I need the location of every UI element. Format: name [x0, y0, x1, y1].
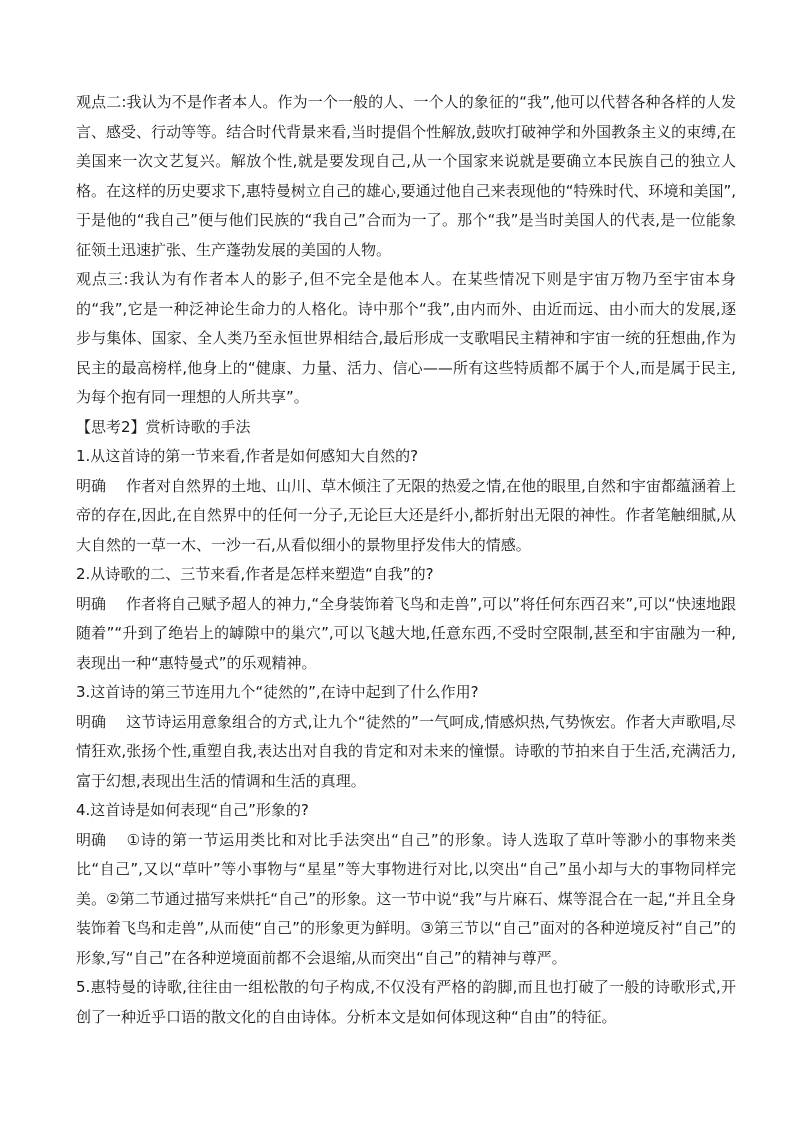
think-2-heading: 【思考2】赏析诗歌的手法 [76, 417, 251, 436]
answer-label: 明确 [76, 476, 107, 495]
viewpoint-two-paragraph: 观点二:我认为不是作者本人。作为一个一般的人、一个人的象征的“我”,他可以代替各种各样的人发言、感受、行动等等。结合时代背景来看,当时提倡个性解放,鼓吹打破神学和外国教条主义的束缚,在美国来一次文艺复兴。解放个性,就是要发现自己,从一个国家来说就是要确立本民族自己的独立人格。在这样的历史要求下,惠特曼树立自己的雄心,要通过他自己来表现他的“特殊时代、环境和美国”,于是他的“我自己”便与他们民族的“我自己”合而为一了。那个“我”是当时美国人的代表,是一位能象征领土迅速扩张、生产蓬勃发展的美国的人物。 [76, 93, 736, 259]
answer-4-text: ①诗的第一节运用类比和对比手法突出“自己”的形象。诗人选取了草叶等渺小的事物来类比“自己”,又以“草叶”等小事物与“星星”等大事物进行对比,以突出“自己”虽小却与大的事物同样完美。②第二节通过描写来烘托“自己”的形象。这一节中说“我”与片麻石、煤等混合在一起,“并且全身装饰着飞鸟和走兽”,从而使“自己”的形象更为鲜明。③第三节以“自己”面对的各种逆境反衬“自己”的形象,写“自己”在各种逆境面前都不会退缩,从而突出“自己”的精神与尊严。 [76, 830, 736, 967]
question-1: 1.从这首诗的第一节来看,作者是如何感知大自然的? [76, 447, 419, 465]
answer-4 [76, 826, 736, 974]
document-page [76, 88, 736, 1032]
answer-label: 明确 [76, 830, 107, 849]
answer-2 [76, 590, 736, 679]
question-3: 3.这首诗的第三节连用九个“徒然的”,在诗中起到了什么作用? [76, 683, 479, 701]
answer-1 [76, 472, 736, 561]
question-5: 5.惠特曼的诗歌,往往由一组松散的句子构成,不仅没有严格的韵脚,而且也打破了一般的诗歌形式,开创了一种近乎口语的散文化的自由诗体。分析本文是如何体现这种“自由”的特征。 [76, 978, 736, 1026]
question-2: 2.从诗歌的二、三节来看,作者是怎样来塑造“自我”的? [76, 565, 434, 583]
answer-1-text: 作者对自然界的土地、山川、草木倾注了无限的热爱之情,在他的眼里,自然和宇宙都蕴涵着上帝的存在,因此,在自然界中的任何一分子,无论巨大还是纤小,都折射出无限的神性。作者笔触细腻,从大自然的一草一木、一沙一石,从看似细小的景物里抒发伟大的情感。 [76, 476, 736, 554]
viewpoint-three-paragraph: 观点三:我认为有作者本人的影子,但不完全是他本人。在某些情况下则是宇宙万物乃至宇宙本身的“我”,它是一种泛神论生命力的人格化。诗中那个“我”,由内而外、由近而远、由小而大的发展,逐步与集体、国家、全人类乃至永恒世界相结合,最后形成一支歌唱民主精神和宇宙一统的狂想曲,作为民主的最高榜样,他身上的“健康、力量、活力、信心——所有这些特质都不属于个人,而是属于民主,为每个抱有同一理想的人所共享”。 [76, 270, 736, 406]
answer-3-text: 这节诗运用意象组合的方式,让九个“徒然的”一气呵成,情感炽热,气势恢宏。作者大声歌唱,尽情狂欢,张扬个性,重塑自我,表达出对自我的肯定和对未来的憧憬。诗歌的节拍来自于生活,充满活力,富于幻想,表现出生活的情调和生活的真理。 [76, 712, 736, 790]
question-4: 4.这首诗是如何表现“自己”形象的? [76, 801, 309, 819]
answer-3 [76, 708, 736, 797]
answer-label: 明确 [76, 594, 107, 613]
answer-2-text: 作者将自己赋予超人的神力,“全身装饰着飞鸟和走兽”,可以”将任何东西召来”,可以“快速地跟随着”“升到了绝岩上的罅隙中的巢穴”,可以飞越大地,任意东西,不受时空限制,甚至和宇宙融为一种,表现出一种“惠特曼式”的乐观精神。 [76, 594, 736, 672]
answer-label: 明确 [76, 712, 107, 731]
